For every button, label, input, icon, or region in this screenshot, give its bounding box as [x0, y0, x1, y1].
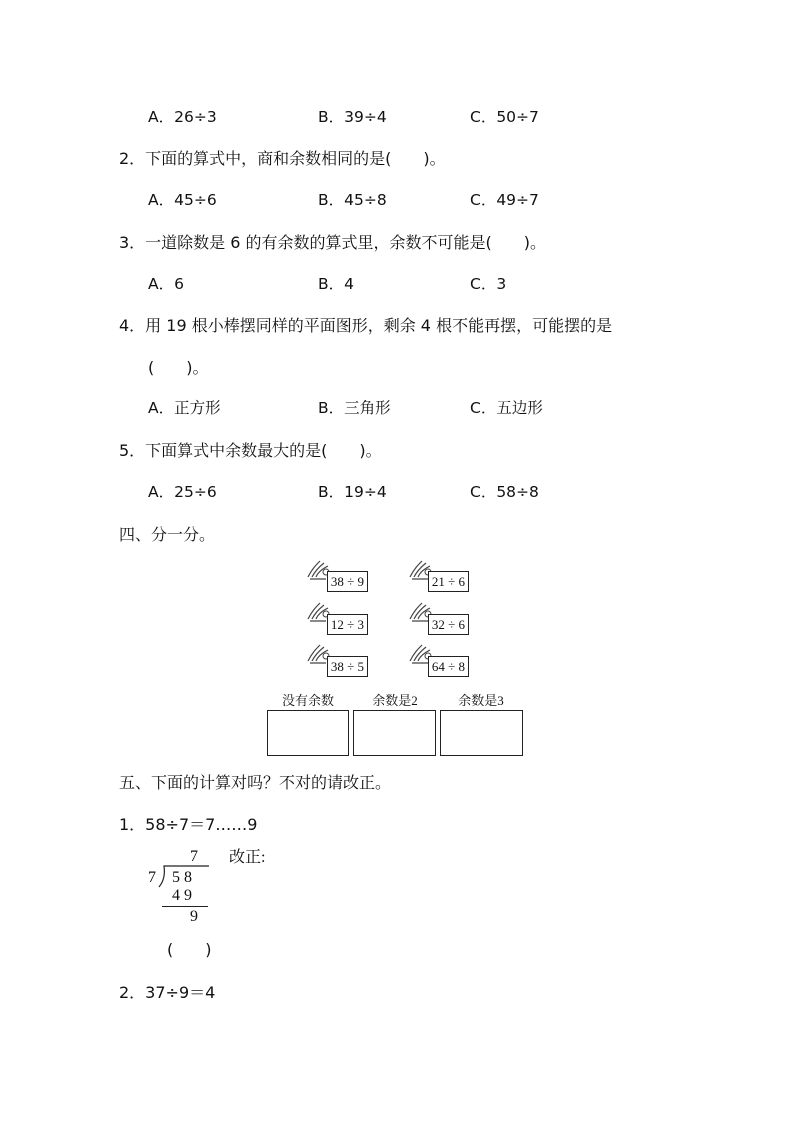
q4-option-b: B．三角形 [318, 399, 391, 417]
q5-option-c: C．58÷8 [470, 483, 539, 501]
division-product: 4 9 [172, 887, 192, 904]
q3-option-b: B．4 [318, 275, 354, 293]
q4-option-a: A．正方形 [148, 399, 221, 417]
section5-heading: 五、下面的计算对吗？不对的请改正。 [119, 773, 392, 792]
q3-option-a: A．6 [148, 275, 184, 293]
q4-text: 4．用 19 根小棒摆同样的平面图形，剩余 4 根不能再摆，可能摆的是 [119, 316, 613, 335]
division-card[interactable]: 64 ÷ 8 [428, 656, 469, 677]
correction-label: 改正: [229, 849, 266, 866]
section4-heading: 四、分一分。 [119, 525, 216, 544]
category-label-remainder-3: 余数是3 [458, 693, 504, 708]
division-quotient: 7 [190, 848, 198, 865]
division-card[interactable]: 21 ÷ 6 [428, 571, 469, 592]
q5-option-b: B．19÷4 [318, 483, 387, 501]
q4-option-c: C．五边形 [470, 399, 543, 417]
division-remainder: 9 [190, 908, 198, 925]
q3-option-c: C．3 [470, 275, 507, 293]
q1-option-a: A．26÷3 [148, 108, 217, 126]
q2-text: 2．下面的算式中，商和余数相同的是( )。 [119, 149, 446, 168]
section5-item2: 2．37÷9＝4 [119, 983, 216, 1002]
q2-option-c: C．49÷7 [470, 191, 539, 209]
section5-item1: 1．58÷7＝7……9 [119, 815, 258, 834]
category-box-remainder-2[interactable] [353, 710, 436, 756]
category-box-remainder-3[interactable] [440, 710, 523, 756]
judge-blank[interactable]: ( ) [167, 940, 212, 959]
q2-option-a: A．45÷6 [148, 191, 217, 209]
division-divisor: 7 [148, 869, 156, 886]
q2-option-b: B．45÷8 [318, 191, 387, 209]
division-card[interactable]: 38 ÷ 9 [327, 571, 368, 592]
category-box-no-remainder[interactable] [267, 710, 349, 756]
division-card[interactable]: 38 ÷ 5 [327, 656, 368, 677]
category-label-no-remainder: 没有余数 [281, 693, 334, 708]
q3-text: 3．一道除数是 6 的有余数的算式里，余数不可能是( )。 [119, 233, 547, 252]
q1-option-b: B．39÷4 [318, 108, 387, 126]
division-card[interactable]: 12 ÷ 3 [327, 614, 368, 635]
division-card[interactable]: 32 ÷ 6 [428, 614, 469, 635]
q4-text-continued: ( )。 [148, 358, 209, 377]
category-label-remainder-2: 余数是2 [372, 693, 418, 708]
q5-option-a: A．25÷6 [148, 483, 217, 501]
q5-text: 5．下面算式中余数最大的是( )。 [119, 441, 382, 460]
division-dividend: 5 8 [172, 869, 192, 886]
division-line [162, 906, 208, 907]
q1-option-c: C．50÷7 [470, 108, 539, 126]
